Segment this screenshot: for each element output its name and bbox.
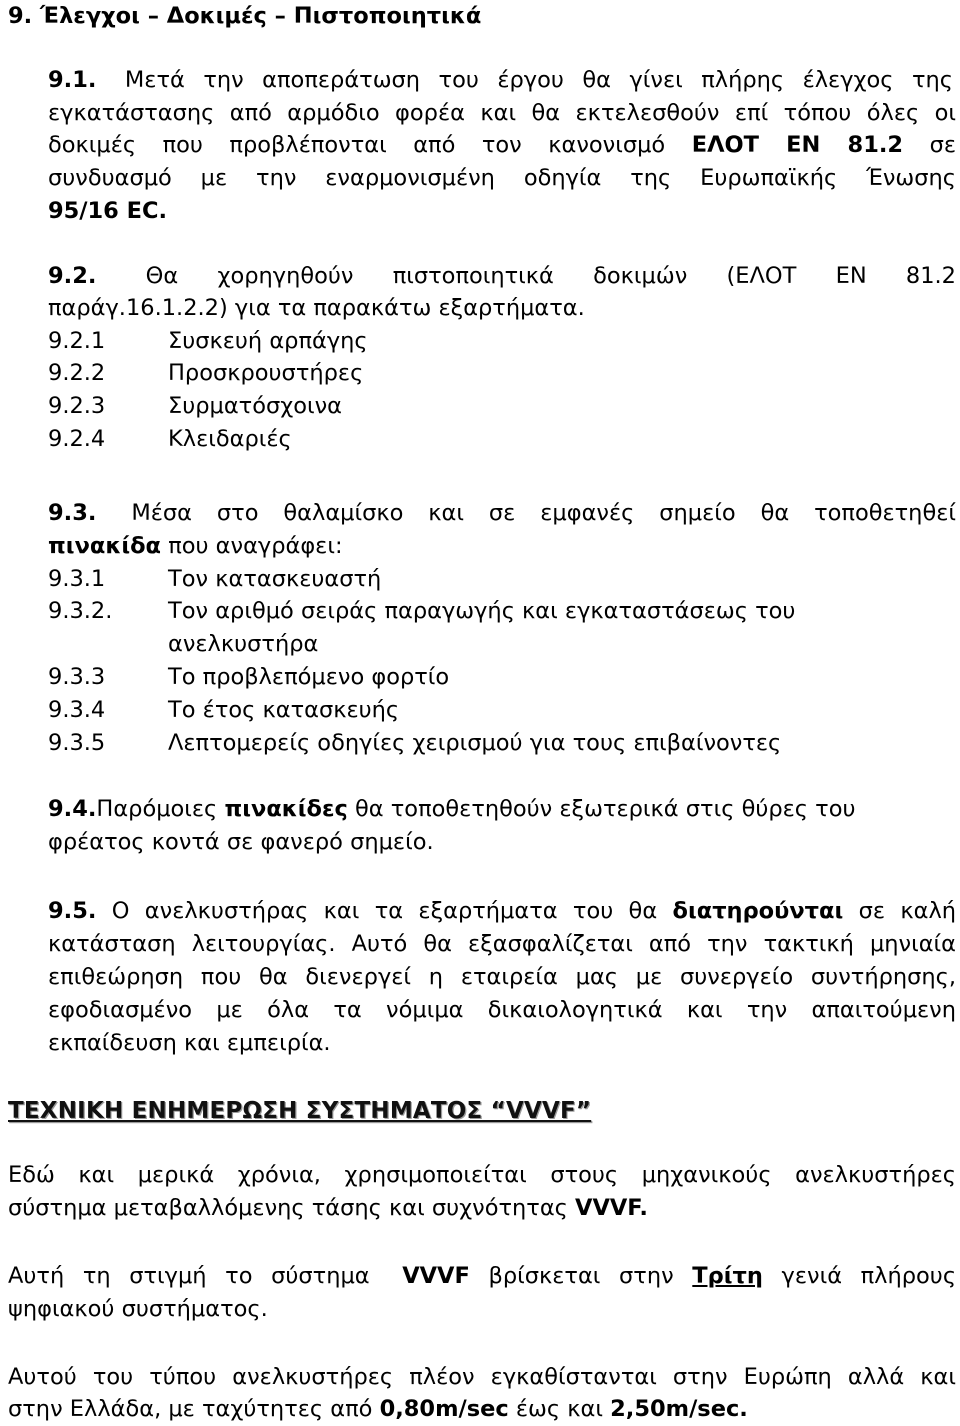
list-item-text: Λεπτομερείς οδηγίες χειρισμού για τους επιβαίνοντες: [168, 730, 782, 756]
tech-p3-line-2c: έως και: [515, 1396, 603, 1422]
p94-line-1c: θα τοποθετηθούν εξωτερικά στις θύρες του: [355, 796, 856, 822]
list-item-number: 9.3.3: [48, 664, 106, 690]
vvvf-term: VVVF.: [575, 1195, 648, 1221]
p92-line-1: [48, 260, 956, 293]
third-generation-term: Τρίτη: [692, 1263, 763, 1289]
p91-line-4: συνδυασμό με την εναρμονισμένη οδηγία της Ευρωπαϊκής Ένωσης: [48, 165, 956, 191]
section-heading: [8, 0, 481, 33]
p91-line-3c: σε: [929, 132, 957, 158]
p94-number: 9.4.: [48, 796, 97, 822]
tech-p2-line-1a: Αυτή τη στιγμή το σύστημα: [8, 1263, 370, 1289]
list-item-number: 9.3.5: [48, 730, 106, 756]
tech-p2-line-1e: γενιά πλήρους: [781, 1263, 957, 1289]
p93-line-1-text: Μέσα στο θαλαμίσκο και σε εμφανές σημείο θα τοποθετηθεί: [131, 500, 956, 526]
list-item-number: 9.3.2.: [48, 598, 113, 624]
signs-term: πινακίδες: [224, 796, 348, 822]
p93-number: 9.3.: [48, 500, 97, 526]
min-speed: 0,80m/sec: [379, 1396, 509, 1422]
tech-p3-line-2a: στην Ελλάδα, με ταχύτητες από: [8, 1396, 373, 1422]
tech-p3-line-1: Αυτού του τύπου ανελκυστήρες πλέον εγκαθίστανται στην Ευρώπη αλλά και: [8, 1364, 956, 1390]
list-item-number: 9.2.4: [48, 426, 106, 452]
tech-p2-line-1: [8, 1260, 956, 1293]
p91-line-3a: δοκιμές που προβλέπονται από τον κανονισμό: [48, 132, 666, 158]
tech-p3-line-2: [8, 1393, 748, 1426]
p95-line-1c: σε καλή: [858, 898, 957, 924]
tech-p2-line-1c: βρίσκεται στην: [488, 1263, 674, 1289]
p95-line-5: εκπαίδευση και εμπειρία.: [48, 1030, 331, 1056]
list-item-text: Συσκευή αρπάγης: [168, 328, 368, 354]
maintained-term: διατηρούνται: [672, 898, 844, 924]
tech-p1-line-2: [8, 1192, 648, 1225]
list-item-number: 9.3.1: [48, 566, 106, 592]
standard-reference: ΕΛΟΤ ΕΝ 81.2: [691, 132, 904, 158]
tech-heading: ΤΕΧΝΙΚΗ ΕΝΗΜΕΡΩΣΗ ΣΥΣΤΗΜΑΤΟΣ “VVVF”: [8, 1098, 592, 1124]
p93-line-2-text: που αναγράφει:: [168, 533, 343, 559]
list-item-text: Προσκρουστήρες: [168, 360, 364, 386]
tech-p1-line-1: Εδώ και μερικά χρόνια, χρησιμοποιείται στους μηχανικούς ανελκυστήρες: [8, 1162, 956, 1188]
p94-line-1: [48, 793, 856, 826]
p91-line-5: 95/16 EC.: [48, 198, 168, 224]
list-item-number: 9.2.2: [48, 360, 106, 386]
p95-number: 9.5.: [48, 898, 97, 924]
vvvf-term: VVVF: [402, 1263, 470, 1289]
list-item-number: 9.3.4: [48, 697, 106, 723]
list-item-text: Το έτος κατασκευής: [168, 697, 400, 723]
p95-line-1a: Ο ανελκυστήρας και τα εξαρτήματα του θα: [111, 898, 658, 924]
list-item-text: Συρματόσχοινα: [168, 393, 343, 419]
p95-line-4: εφοδιασμένο με όλα τα νόμιμα δικαιολογητικά και την απαιτούμενη: [48, 997, 956, 1023]
p92-line-1-text: Θα χορηγηθούν πιστοποιητικά δοκιμών (ΕΛΟΤ ΕΝ 81.2: [145, 263, 957, 289]
list-item-text: ανελκυστήρα: [168, 631, 319, 657]
tech-p1-line-2a: σύστημα μεταβαλλόμενης τάσης και συχνότητας: [8, 1195, 568, 1221]
p92-number: 9.2.: [48, 263, 97, 289]
list-item-text: Τον κατασκευαστή: [168, 566, 382, 592]
p94-line-1a: Παρόμοιες: [96, 796, 218, 822]
p92-line-2: παράγ.16.1.2.2) για τα παρακάτω εξαρτήματα.: [48, 295, 585, 321]
max-speed: 2,50m/sec.: [610, 1396, 748, 1422]
p94-line-2: φρέατος κοντά σε φανερό σημείο.: [48, 829, 434, 855]
tech-p2-line-2: ψηφιακού συστήματος.: [8, 1296, 268, 1322]
list-item-text: Το προβλεπόμενο φορτίο: [168, 664, 450, 690]
p91-line-1-text: Μετά την αποπεράτωση του έργου θα γίνει πλήρης έλεγχος της: [124, 67, 953, 93]
p91-line-3: [48, 129, 956, 162]
section-title: 9. Έλεγχοι – Δοκιμές – Πιστοποιητικά: [8, 3, 482, 29]
p91-line-2: εγκατάστασης από αρμόδιο φορέα και θα εκτελεσθούν επί τόπου όλες οι: [48, 100, 956, 126]
p95-line-2: κατάσταση λειτουργίας. Αυτό θα εξασφαλίζεται από την τακτική μηνιαία: [48, 931, 956, 957]
list-item-text: Κλειδαριές: [168, 426, 292, 452]
p93-line-1: [48, 497, 956, 530]
p91-line-1: [48, 64, 953, 97]
sign-term: πινακίδα: [48, 533, 162, 559]
p91-number: 9.1.: [48, 67, 97, 93]
list-item-text: Τον αριθμό σειράς παραγωγής και εγκαταστάσεως του: [168, 598, 796, 624]
p95-line-1: [48, 895, 956, 928]
p95-line-3: επιθεώρηση που θα διενεργεί η εταιρεία μας με συνεργείο συντήρησης,: [48, 964, 956, 990]
list-item-number: 9.2.1: [48, 328, 106, 354]
list-item-number: 9.2.3: [48, 393, 106, 419]
p93-line-2: [48, 530, 343, 563]
